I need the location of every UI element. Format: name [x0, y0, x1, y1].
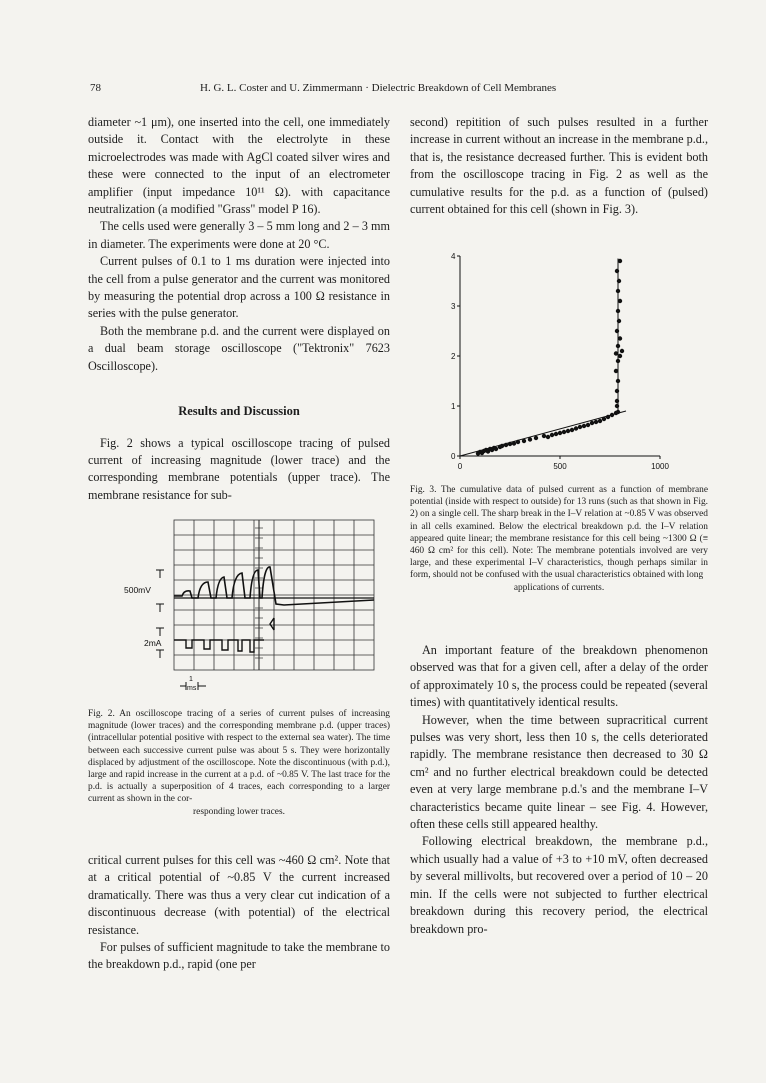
right-column-bottom	[410, 642, 708, 938]
data-point	[620, 349, 624, 353]
chart-axes	[460, 256, 660, 456]
data-point	[616, 379, 620, 383]
paragraph-oscilloscope: Both the membrane p.d. and the current were displayed on a dual beam storage oscilloscope ("Tektronix" 7623 Oscilloscope).	[88, 323, 390, 373]
data-point	[594, 420, 598, 424]
x-tick-label: 500	[553, 462, 567, 471]
data-point	[616, 344, 620, 348]
data-point	[512, 441, 516, 445]
x-tick-label: 1000	[651, 462, 669, 471]
paragraph-repetition: second) repitition of such pulses resulted in a further increase in current without an increase in the membrane p.d., that is, the resistance decreased further. This is evident both from the oscilloscope tracing in Fig. 2 as well as the cumulative results for the p.d. as a function of (pulsed) current obtained for this cell (shown in Fig. 3).	[410, 115, 708, 217]
data-point	[616, 309, 620, 313]
data-point	[570, 428, 574, 432]
data-point	[617, 319, 621, 323]
paragraph-cell-size: The cells used were generally 3 – 5 mm long and 2 – 3 mm in diameter. The experiments were done at 20 °C.	[88, 219, 390, 251]
data-point	[508, 442, 512, 446]
data-point	[617, 279, 621, 283]
data-point	[562, 430, 566, 434]
paragraph-sufficient-pulses: For pulses of sufficient magnitude to take the membrane to the breakdown p.d., rapid (one per	[88, 940, 390, 972]
data-points	[476, 259, 624, 456]
voltage-scale-label: 500mV	[124, 585, 151, 595]
data-point	[516, 440, 520, 444]
figure-2-caption: Fig. 2. An oscilloscope tracing of a series of current pulses of increasing magnitude (lower traces) and the corresponding membrane p.d. (upper traces) (intracellular potential positive with respect to the external sea water). The time between each successive current pulse was about 5 s. They were horizontally displaced by adjustment of the oscilloscope. Note the discontinuous (with p.d.), large and rapid increase in the current at a p.d. of ~0.85 V. The last trace for the p.d. is actually a superposition of 4 traces, each corresponding to a larger current as shown in the cor- responding lower traces.	[88, 709, 390, 817]
running-title: H. G. L. Coster and U. Zimmermann · Dielectric Breakdown of Cell Membranes	[200, 82, 557, 94]
paragraph-critical-current: critical current pulses for this cell was ~460 Ω cm². Note that at a critical potential of ~0.85 V the current increased dramatically. There was thus a very clear cut indication of a discontinuous decrease (with potential) of the electrical resistance.	[88, 853, 390, 937]
data-point	[550, 433, 554, 437]
data-point	[500, 444, 504, 448]
figure-3-chart	[440, 248, 680, 478]
paragraph-results: Fig. 2 shows a typical oscilloscope tracing of pulsed current of increasing magnitude (lower trace) and the corresponding membrane potentials (upper trace). The membrane resistance for sub-	[88, 435, 390, 502]
left-column-top	[88, 114, 390, 504]
y-tick-label: 1	[451, 402, 456, 411]
y-tick-labels	[451, 252, 460, 461]
data-point	[578, 425, 582, 429]
data-point	[618, 336, 622, 340]
left-column-bottom	[88, 852, 390, 974]
time-scale-unit: ms	[187, 685, 197, 692]
data-point	[546, 435, 550, 439]
data-point	[615, 399, 619, 403]
time-scale-number: 1	[189, 676, 193, 683]
data-point	[618, 299, 622, 303]
data-point	[574, 426, 578, 430]
data-point	[615, 269, 619, 273]
paragraph-methods-electrodes: diameter ~1 μm), one inserted into the cell, one immediately outside it. Contact with the electrolyte in these microelectrodes was made with AgCl coated silver wires and these were connected to the input of an electrometer amplifier (input impedance 10¹¹ Ω). with capacitance neutralization (a modified "Grass" model P 16).	[88, 115, 390, 217]
data-point	[610, 413, 614, 417]
y-tick-label: 3	[451, 302, 456, 311]
fit-lines	[460, 259, 626, 457]
x-tick-label: 0	[457, 462, 463, 471]
data-point	[494, 447, 498, 451]
data-point	[618, 259, 622, 263]
paragraph-recovery: Following electrical breakdown, the membrane p.d., which usually had a value of +3 to +10 mV, often decreased by several millivolts, but recovered over a period of 10 – 20 min. If the cells were not subjected to further electrical breakdown during this recovery period, the electrical breakdown pro-	[410, 834, 708, 936]
y-tick-label: 4	[451, 252, 456, 261]
section-heading: Results and Discussion	[178, 404, 300, 419]
data-point	[566, 429, 570, 433]
data-point	[616, 359, 620, 363]
data-point	[598, 419, 602, 423]
data-point	[534, 436, 538, 440]
data-point	[528, 437, 532, 441]
paragraph-deterioration: However, when the time between supracritical current pulses was very short, less then 10 s, the cells deteriorated rapidly. The membrane resistance then decreased to 30 Ω cm² and no further electrical breakdown could be detected even at very large membrane p.d.'s and the membrane I–V characteristics became quite linear – see Fig. 4. However, often these cells still appeared healthy.	[410, 712, 708, 832]
figure-3-caption: Fig. 3. The cumulative data of pulsed current as a function of membrane potential (inside with respect to outside) for 13 runs (such as that shown in Fig. 2) on a single cell. The sharp break in the I–V relation at ~0.85 V was observed in all cells examined. Below the electrical breakdown p.d. the I–V relation appeared quite linear; the membrane resistance for this cell being ~1300 Ω (≡ 460 Ω cm² for this cell). Note: The membrane potentials involved are very large, and these experimental I–V characteristics, though perhaps similar in form, should not be confused with the usual characteristics obtained with long applications of currents.	[410, 485, 708, 593]
figure-2-oscilloscope	[124, 518, 384, 693]
data-point	[582, 424, 586, 428]
y-tick-label: 2	[451, 352, 456, 361]
data-point	[602, 417, 606, 421]
page-number: 78	[90, 82, 101, 94]
y-tick-label: 0	[451, 452, 456, 461]
data-point	[558, 431, 562, 435]
data-point	[614, 351, 618, 355]
data-point	[590, 421, 594, 425]
data-point	[615, 389, 619, 393]
data-point	[616, 289, 620, 293]
data-point	[618, 354, 622, 358]
data-point	[614, 369, 618, 373]
current-scale-label: 2mA	[144, 638, 162, 648]
data-point	[586, 423, 590, 427]
right-column-top	[410, 114, 708, 218]
voltage-scale-marker	[156, 570, 164, 612]
data-point	[616, 410, 620, 414]
data-point	[554, 432, 558, 436]
data-point	[542, 434, 546, 438]
data-point	[504, 443, 508, 447]
data-point	[615, 329, 619, 333]
data-point	[606, 415, 610, 419]
data-point	[522, 439, 526, 443]
paragraph-breakdown-feature: An important feature of the breakdown phenomenon observed was that for a given cell, after a delay of the order of approximately 10 s, the process could be repeated (several times) with quantitatively identical results.	[410, 643, 708, 710]
paragraph-current-pulses: Current pulses of 0.1 to 1 ms duration were injected into the cell from a pulse generator and the current was monitored by measuring the potential drop across a 100 Ω resistance in series with the pulse generator.	[88, 254, 390, 321]
data-point	[615, 404, 619, 408]
x-tick-labels	[458, 456, 670, 471]
